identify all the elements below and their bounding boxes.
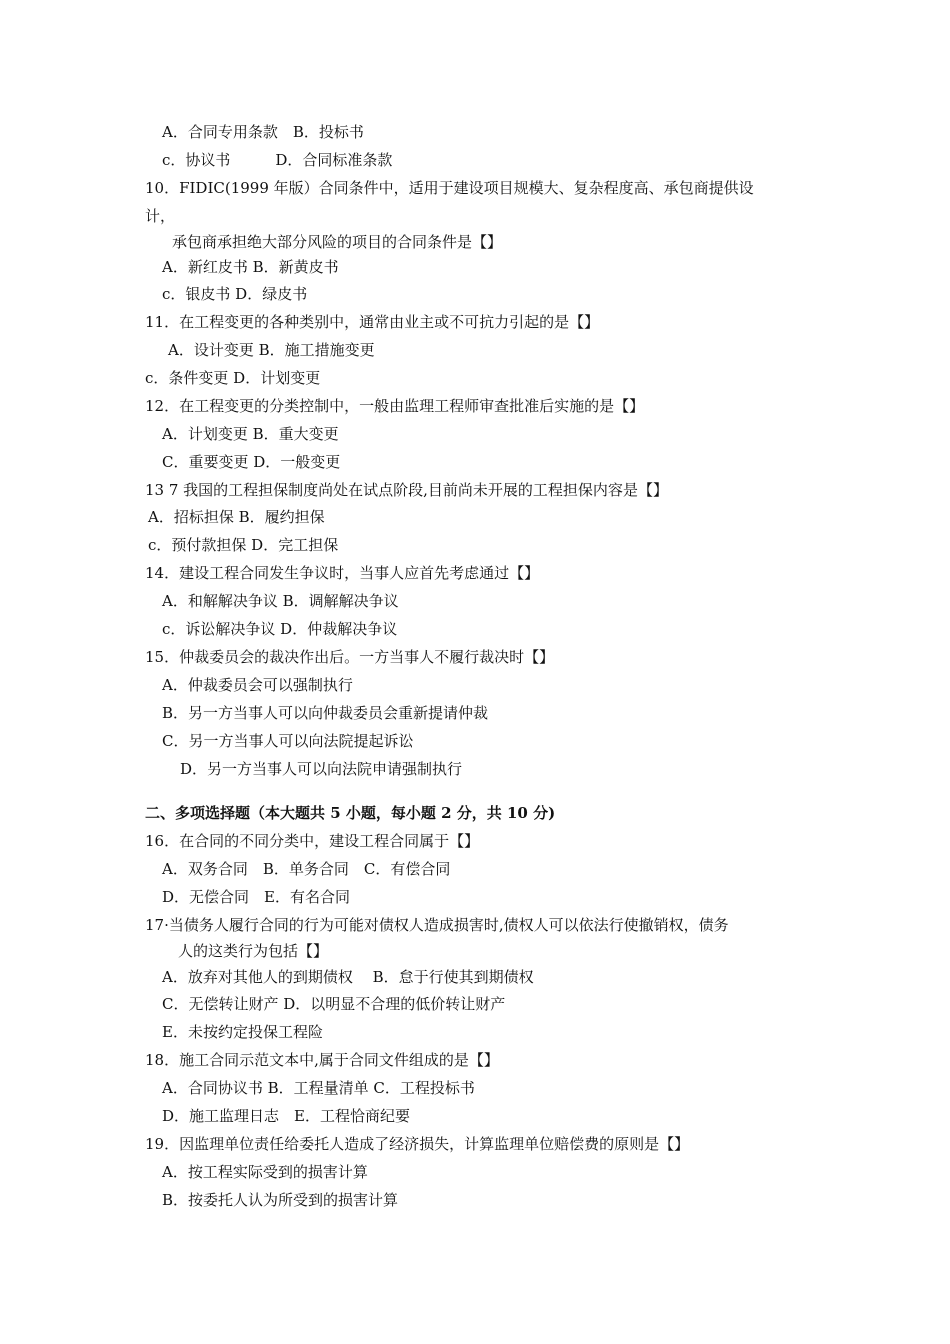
option-line: C．另一方当事人可以向法院提起诉讼: [162, 732, 414, 750]
option-line: A．新红皮书 B．新黄皮书: [162, 258, 339, 276]
option-line: c．条件变更 D．计划变更: [145, 369, 321, 387]
option-line: E．未按约定投保工程险: [162, 1023, 323, 1041]
question-11: 11．在工程变更的各种类别中，通常由业主或不可抗力引起的是【】: [145, 313, 600, 331]
question-14: 14．建设工程合同发生争议时，当事人应首先考虑通过【】: [145, 564, 540, 582]
question-10: 10．FIDIC(1999 年版）合同条件中，适用于建设项目规模大、复杂程度高、承包商提供设: [145, 179, 754, 197]
option-line: D．另一方当事人可以向法院申请强制执行: [180, 760, 463, 778]
option-line: c．协议书 D．合同标准条款: [162, 151, 393, 169]
option-line: c．诉讼解决争议 D．仲裁解决争议: [162, 620, 398, 638]
option-line: A．招标担保 B．履约担保: [148, 508, 325, 526]
option-line: c．预付款担保 D．完工担保: [148, 536, 339, 554]
question-15: 15．仲裁委员会的裁决作出后。一方当事人不履行裁决时【】: [145, 648, 555, 666]
question-10-cont: 承包商承担绝大部分风险的项目的合同条件是【】: [172, 233, 503, 251]
option-line: A．放弃对其他人的到期债权 B．怠于行使其到期债权: [162, 968, 534, 986]
question-13: 13 7 我国的工程担保制度尚处在试点阶段,目前尚未开展的工程担保内容是【】: [145, 481, 668, 499]
option-line: D．无偿合同 E．有名合同: [162, 888, 350, 906]
option-line: A．按工程实际受到的损害计算: [162, 1163, 368, 1181]
question-18: 18．施工合同示范文本中,属于合同文件组成的是【】: [145, 1051, 499, 1069]
section-heading: 二、多项选择题（本大题共 5 小题，每小题 2 分，共 10 分): [145, 804, 556, 822]
option-line: A．和解解决争议 B．调解解决争议: [162, 592, 399, 610]
option-line: A．双务合同 B．单务合同 C．有偿合同: [162, 860, 451, 878]
option-line: A．设计变更 B．施工措施变更: [168, 341, 375, 359]
option-line: A．合同协议书 B．工程量清单 C．工程投标书: [162, 1079, 475, 1097]
question-10-wrap: 计，: [145, 207, 176, 225]
option-line: C．无偿转让财产 D．以明显不合理的低价转让财产: [162, 995, 506, 1013]
question-19: 19．因监理单位责任给委托人造成了经济损失，计算监理单位赔偿费的原则是【】: [145, 1135, 690, 1153]
option-line: A．合同专用条款 B．投标书: [162, 123, 364, 141]
option-line: A．仲裁委员会可以强制执行: [162, 676, 353, 694]
option-line: B．另一方当事人可以向仲裁委员会重新提请仲裁: [162, 704, 489, 722]
option-line: C．重要变更 D．一般变更: [162, 453, 341, 471]
question-12: 12．在工程变更的分类控制中，一般由监理工程师审查批准后实施的是【】: [145, 397, 645, 415]
option-line: D．施工监理日志 E．工程恰商纪要: [162, 1107, 410, 1125]
option-line: c．银皮书 D．绿皮书: [162, 285, 308, 303]
option-line: A．计划变更 B．重大变更: [162, 425, 339, 443]
question-17-cont: 人的这类行为包括【】: [178, 942, 329, 960]
question-16: 16．在合同的不同分类中，建设工程合同属于【】: [145, 832, 480, 850]
option-line: B．按委托人认为所受到的损害计算: [162, 1191, 399, 1209]
question-17: 17·当债务人履行合同的行为可能对债权人造成损害时,债权人可以依法行使撤销权，债务: [145, 916, 729, 934]
